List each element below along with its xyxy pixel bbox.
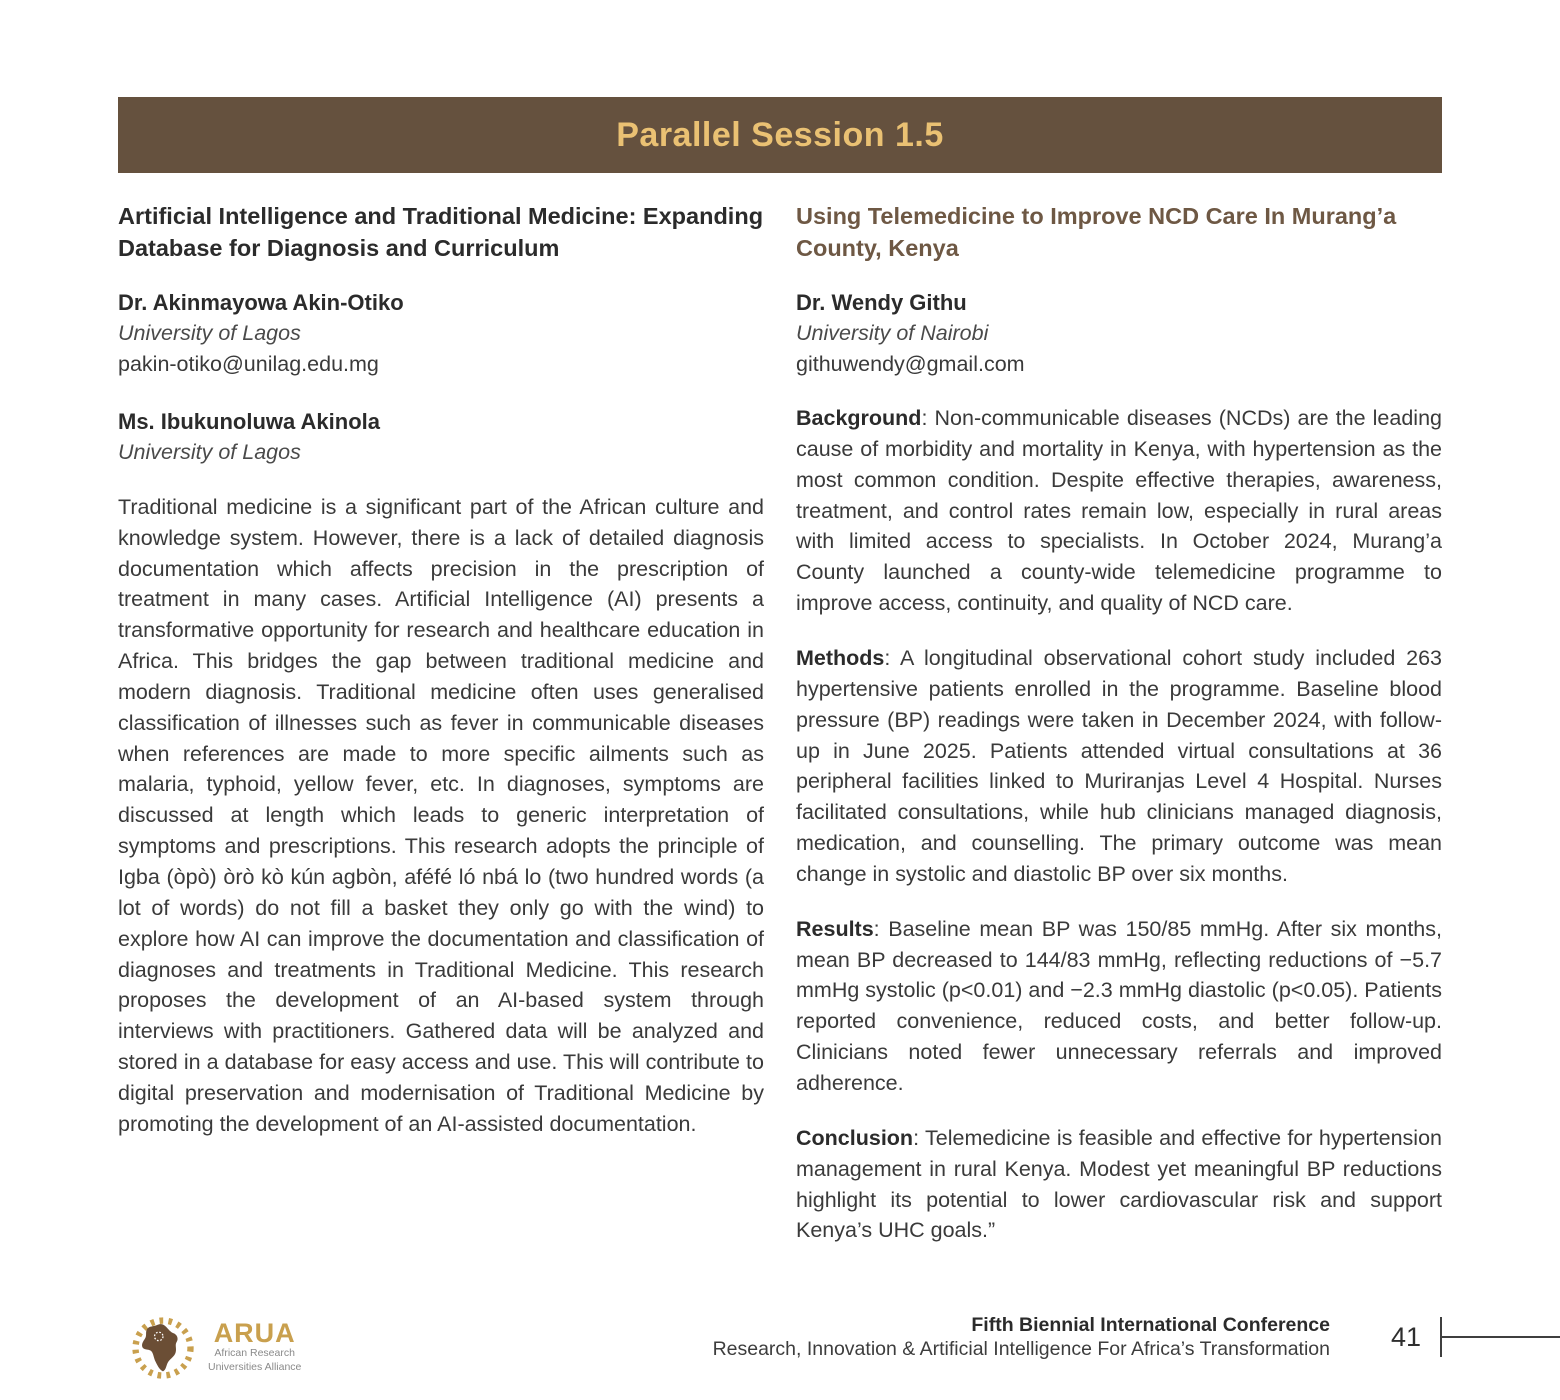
logo-subtitle-line2: Universities Alliance bbox=[208, 1360, 302, 1373]
author-block bbox=[118, 406, 764, 468]
abstract-body bbox=[796, 403, 1442, 1246]
author-affiliation: University of Lagos bbox=[118, 440, 301, 465]
page-number-rule-horizontal bbox=[1441, 1336, 1560, 1338]
abstract-section bbox=[796, 643, 1442, 890]
abstract-title: Artificial Intelligence and Traditional Medicine: Expanding Database for Diagnosis and Curriculum bbox=[118, 203, 764, 262]
footer-conference-text bbox=[713, 1315, 1330, 1361]
section-label: Results bbox=[796, 916, 874, 941]
author-block bbox=[118, 287, 764, 379]
author-name: Ms. Ibukunoluwa Akinola bbox=[118, 409, 380, 435]
section-text: : Baseline mean BP was 150/85 mmHg. After six months, mean BP decreased to 144/83 mmHg, reflecting reductions of −5.7 mmHg systolic (p<0.01) and −2.3 mmHg diastolic (p<0.05). Patients reported convenience, reduced costs, and better follow-up. Clinicians noted fewer unnecessary referrals and improved adherence. bbox=[796, 916, 1442, 1095]
logo-subtitle-line1: African Research bbox=[214, 1347, 295, 1360]
abstract-section bbox=[796, 403, 1442, 619]
logo-acronym: ARUA bbox=[213, 1318, 296, 1349]
author-affiliation: University of Lagos bbox=[118, 321, 301, 346]
author-name: Dr. Akinmayowa Akin-Otiko bbox=[118, 289, 404, 315]
abstract-left bbox=[118, 200, 764, 1270]
abstract-section bbox=[796, 1123, 1442, 1246]
africa-silhouette-icon bbox=[142, 1324, 178, 1371]
arua-logo-mark bbox=[126, 1310, 200, 1384]
section-text: : Non-communicable diseases (NCDs) are the leading cause of morbidity and mortality in Kenya, with hypertension as the most common condition. Despite effective therapies, awareness, treatment, and control rates remain low, especially in rural areas with limited access to specialists. In October 2024, Murang’a County launched a county-wide telemedicine programme to improve access, continuity, and quality of NCD care. bbox=[796, 406, 1442, 616]
section-label: Conclusion bbox=[796, 1125, 914, 1150]
section-label: Methods bbox=[796, 646, 885, 671]
author-block bbox=[796, 287, 1442, 379]
abstract-columns bbox=[118, 200, 1442, 1270]
section-label: Background bbox=[796, 406, 922, 431]
abstract-section bbox=[796, 914, 1442, 1099]
author-name: Dr. Wendy Githu bbox=[796, 289, 967, 315]
section-text: : Telemedicine is feasible and effective for hypertension management in rural Kenya. Modest yet meaningful BP reductions highlight its potential to lower cardiovascular risk and support Kenya’s UHC goals.” bbox=[796, 1125, 1442, 1243]
author-email: pakin-otiko@unilag.edu.mg bbox=[118, 351, 379, 376]
section-text: : A longitudinal observational cohort study included 263 hypertensive patients enrolled in the programme. Baseline blood pressure (BP) readings were taken in December 2024, with follow-up in June 2025. Patients attended virtual consultations at 36 peripheral facilities linked to Muriranjas Level 4 Hospital. Nurses facilitated consultations, while hub clinicians managed diagnosis, medication, and counselling. The primary outcome was mean change in systolic and diastolic BP over six months. bbox=[796, 646, 1442, 886]
session-banner bbox=[118, 97, 1442, 173]
session-title: Parallel Session 1.5 bbox=[616, 115, 944, 154]
arua-logo bbox=[126, 1310, 301, 1384]
logo-text bbox=[208, 1320, 301, 1373]
conference-title: Fifth Biennial International Conference bbox=[971, 1314, 1330, 1336]
abstract-title: Using Telemedicine to Improve NCD Care In Murang’a County, Kenya bbox=[796, 203, 1397, 262]
page-number: 41 bbox=[1391, 1322, 1422, 1352]
abstract-right bbox=[796, 200, 1442, 1270]
abstract-paragraph: Traditional medicine is a significant part of the African culture and knowledge system. However, there is a lack of detailed diagnosis documentation which affects precision in the prescription of treatment in many cases. Artificial Intelligence (AI) presents a transformative opportunity for research and healthcare education in Africa. This bridges the gap between traditional medicine and modern diagnosis. Traditional medicine often uses generalised classification of illnesses such as fever in communicable diseases when references are made to more specific ailments such as malaria, typhoid, yellow fever, etc. In diagnoses, symptoms are discussed at length which leads to generic interpretation of symptoms and prescriptions. This research adopts the principle of Igba (òpò) òrò kò kún agbòn, aféfé ló nbá lo (two hundred words (a lot of words) do not fill a basket they only go with the wind) to explore how AI can improve the documentation and classification of diagnoses and treatments in Traditional Medicine. This research proposes the development of an AI-based system through interviews with practitioners. Gathered data will be analyzed and stored in a database for easy access and use. This will contribute to digital preservation and modernisation of Traditional Medicine by promoting the development of an AI-assisted documentation. bbox=[118, 494, 764, 1136]
abstract-body bbox=[118, 492, 764, 1140]
author-email: githuwendy@gmail.com bbox=[796, 351, 1025, 376]
conference-subtitle: Research, Innovation & Artificial Intelligence For Africa’s Transformation bbox=[712, 1337, 1330, 1360]
author-affiliation: University of Nairobi bbox=[796, 321, 989, 346]
